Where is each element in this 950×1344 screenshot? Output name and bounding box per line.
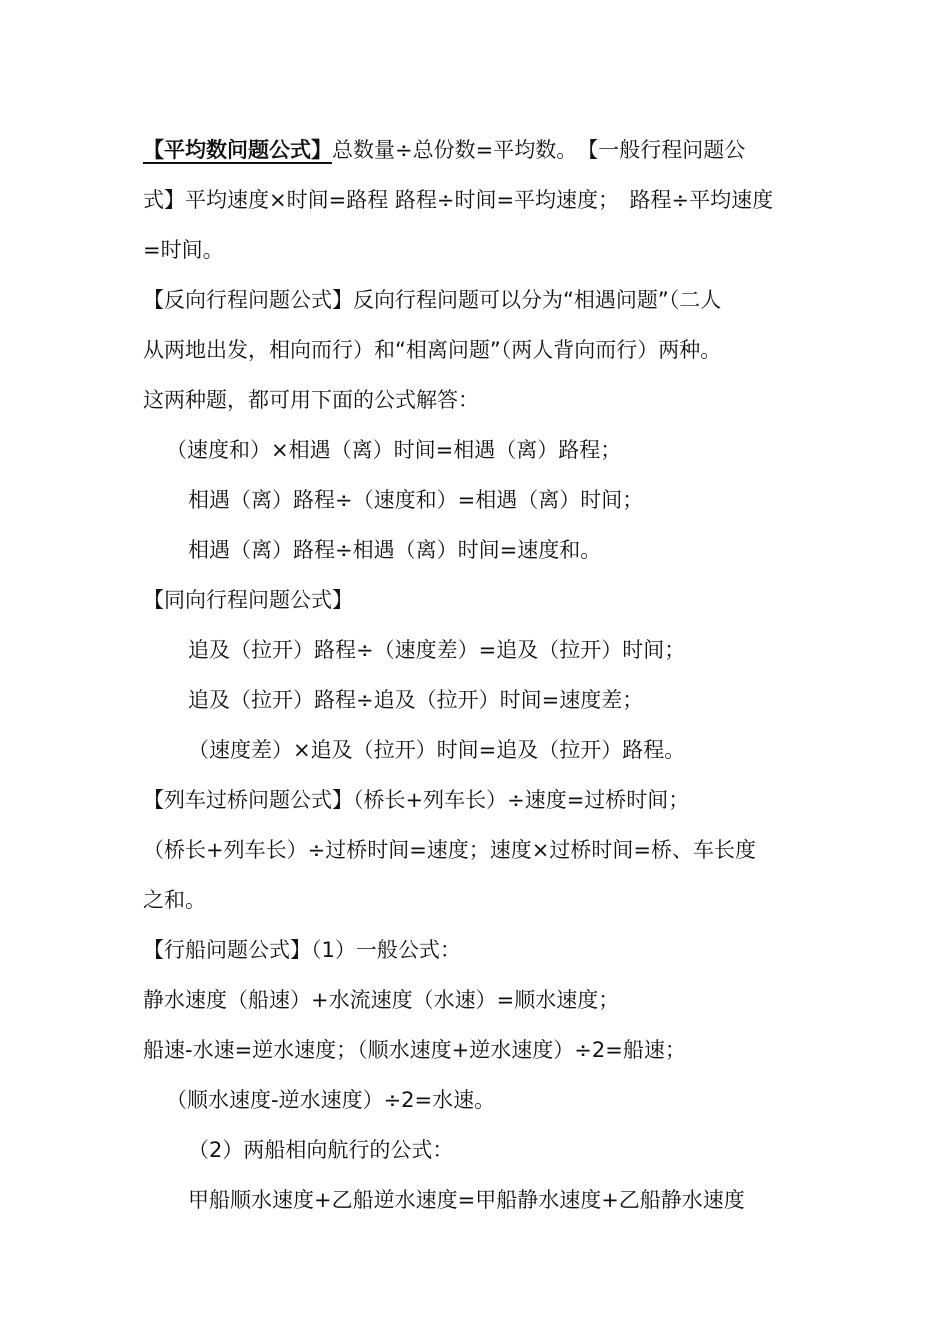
text-line-6: 这两种题，都可用下面的公式解答： [143, 388, 479, 412]
text-line-8: 相遇（离）路程÷（速度和）=相遇（离）时间； [188, 488, 644, 512]
text-line-15: （桥长+列车长）÷过桥时间=速度；速度×过桥时间=桥、车长度 [143, 838, 756, 862]
text-line-19: 船速-水速=逆水速度；（顺水速度+逆水速度）÷2=船速； [143, 1038, 686, 1062]
line-text: 总数量÷总份数=平均数。 【一般行程问题公 [332, 138, 746, 162]
text-line-16: 之和。 [143, 888, 206, 912]
text-line-3: =时间。 [143, 238, 224, 262]
text-line-17: 【行船问题公式】（1）一般公式： [143, 938, 461, 962]
text-line-4: 【反向行程问题公式】反向行程问题可以分为“相遇问题”（二人 [143, 288, 722, 312]
text-line-18: 静水速度（船速）+水流速度（水速）=顺水速度； [143, 988, 620, 1012]
text-line-11: 追及（拉开）路程÷（速度差）=追及（拉开）时间； [188, 638, 686, 662]
text-line-9: 相遇（离）路程÷相遇（离）时间=速度和。 [188, 538, 602, 562]
text-line-5: 从两地出发，相向而行）和“相离问题”（两人背向而行）两种。 [143, 338, 722, 362]
text-line-10: 【同向行程问题公式】 [143, 588, 353, 612]
text-line-12: 追及（拉开）路程÷追及（拉开）时间=速度差； [188, 688, 644, 712]
text-line-1 [143, 134, 745, 166]
text-line-22: 甲船顺水速度+乙船逆水速度=甲船静水速度+乙船静水速度 [188, 1188, 745, 1212]
text-line-7: （速度和）×相遇（离）时间=相遇（离）路程； [166, 438, 622, 462]
heading-average-formula: 【平均数问题公式】 [143, 138, 332, 162]
text-line-21: （2）两船相向航行的公式： [188, 1138, 454, 1162]
text-line-2: 式】平均速度×时间=路程 路程÷时间=平均速度； 路程÷平均速度 [143, 188, 774, 212]
text-line-13: （速度差）×追及（拉开）时间=追及（拉开）路程。 [188, 738, 686, 762]
text-line-14: 【列车过桥问题公式】（桥长+列车长）÷速度=过桥时间； [143, 788, 690, 812]
text-line-20: （顺水速度-逆水速度）÷2=水速。 [166, 1088, 496, 1112]
